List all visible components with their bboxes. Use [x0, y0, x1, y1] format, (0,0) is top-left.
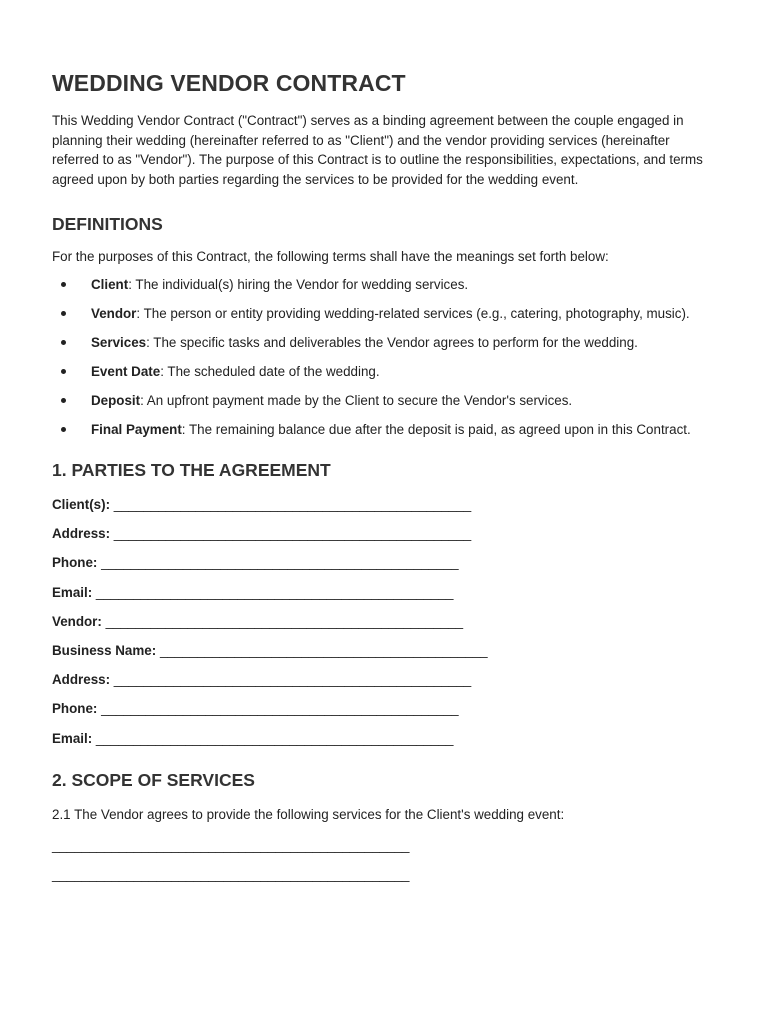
parties-heading: 1. PARTIES TO THE AGREEMENT	[52, 460, 331, 481]
definitions-lead: For the purposes of this Contract, the following terms shall have the meanings set forth below:	[52, 249, 609, 265]
definition-term: Client	[91, 276, 129, 292]
client-phone-field	[52, 553, 732, 582]
field-label: Email:	[52, 584, 93, 600]
client-blank-line[interactable]: ________________________________________________	[113, 497, 472, 513]
vendor-field	[52, 612, 732, 641]
parties-fields	[52, 495, 732, 758]
definition-item	[52, 420, 732, 440]
definitions-heading: DEFINITIONS	[52, 214, 163, 235]
definitions-list	[52, 275, 732, 440]
bullet-icon	[61, 398, 66, 403]
field-label: Phone:	[52, 555, 98, 571]
bullet-icon	[61, 282, 66, 287]
field-label: Address:	[52, 672, 111, 688]
client-field	[52, 495, 732, 524]
definition-text: : The individual(s) hiring the Vendor for wedding services.	[128, 276, 469, 292]
definition-term: Final Payment	[91, 422, 182, 438]
intro-paragraph: This Wedding Vendor Contract ("Contract") serves as a binding agreement between the couple engaged in planning their wedding (hereinafter referred to as "Client") and the vendor providing services (hereinafter referred to as "Vendor"). The purpose of this Contract is to outline the responsibilities, expectations, and terms agreed upon by both parties regarding the services to be provided for the wedding event.	[52, 113, 703, 187]
client-address-field	[52, 524, 732, 553]
scope-blank-line[interactable]: ________________________________________________	[52, 838, 410, 854]
document-title: WEDDING VENDOR CONTRACT	[52, 70, 406, 96]
definition-term: Services	[91, 335, 147, 351]
business-name-field	[52, 641, 732, 670]
definition-term: Vendor	[91, 306, 137, 322]
definition-term: Event Date	[91, 364, 161, 380]
definition-text: : The scheduled date of the wedding.	[160, 364, 380, 380]
vendor-email-blank-line[interactable]: ________________________________________________	[95, 730, 454, 746]
client-address-blank-line[interactable]: ________________________________________________	[113, 526, 472, 542]
bullet-icon	[61, 340, 66, 345]
bullet-icon	[61, 369, 66, 374]
definition-item	[52, 304, 732, 324]
vendor-address-blank-line[interactable]: ________________________________________________	[113, 672, 472, 688]
field-label: Business Name:	[52, 642, 157, 658]
vendor-email-field	[52, 729, 732, 758]
client-email-blank-line[interactable]: ________________________________________________	[95, 584, 454, 600]
definition-text: : An upfront payment made by the Client to secure the Vendor's services.	[140, 393, 573, 409]
definition-text: : The remaining balance due after the deposit is paid, as agreed upon in this Contract.	[181, 422, 691, 438]
vendor-address-field	[52, 670, 732, 699]
business-name-blank-line[interactable]: ____________________________________________	[159, 642, 488, 658]
field-label: Address:	[52, 526, 111, 542]
vendor-phone-blank-line[interactable]: ________________________________________________	[101, 701, 459, 717]
scope-heading: 2. SCOPE OF SERVICES	[52, 769, 255, 790]
definition-item	[52, 362, 732, 382]
definition-text: : The person or entity providing wedding-related services (e.g., catering, photography, music).	[136, 306, 690, 322]
scope-blank-line[interactable]: ________________________________________________	[52, 867, 410, 883]
scope-lead: 2.1 The Vendor agrees to provide the following services for the Client's wedding event:	[52, 806, 565, 822]
contract-page	[52, 70, 732, 882]
definition-text: : The specific tasks and deliverables the Vendor agrees to perform for the wedding.	[146, 335, 638, 351]
field-label: Client(s):	[52, 497, 111, 513]
bullet-icon	[61, 427, 66, 432]
field-label: Vendor:	[52, 613, 102, 629]
definition-item	[52, 333, 732, 353]
field-label: Email:	[52, 730, 93, 746]
vendor-phone-field	[52, 699, 732, 728]
client-email-field	[52, 583, 732, 612]
field-label: Phone:	[52, 701, 98, 717]
vendor-blank-line[interactable]: ________________________________________________	[105, 613, 464, 629]
definition-item	[52, 391, 732, 411]
definition-term: Deposit	[91, 393, 141, 409]
client-phone-blank-line[interactable]: ________________________________________________	[101, 555, 459, 571]
bullet-icon	[61, 311, 66, 316]
definition-item	[52, 275, 732, 295]
